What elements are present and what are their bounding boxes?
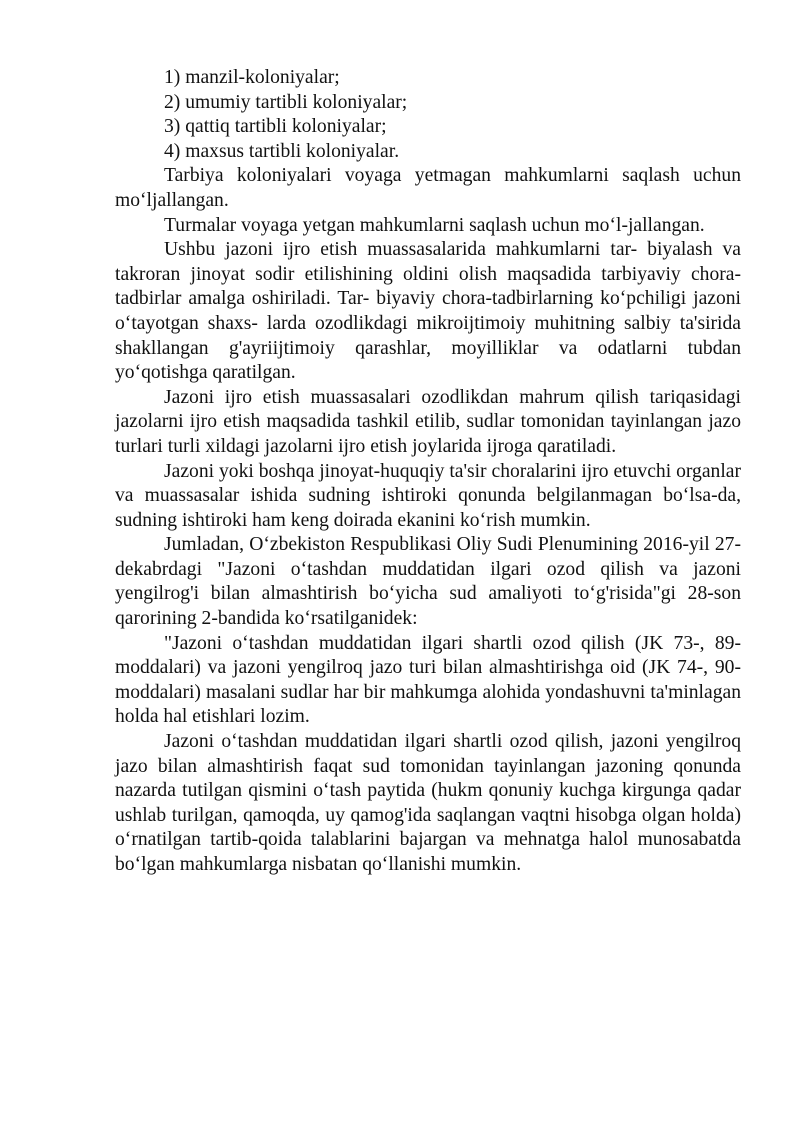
document-page (115, 66, 741, 878)
paragraph-4: Jazoni ijro etish muassasalari ozodlikdan mahrum qilish tariqasidagi jazolarni ijro etish maqsadida tashkil etilib, sudlar tomonidan tayinlangan jazo turlari turli xildagi jazolarni ijro etish joylarida ijroga qaratiladi. (115, 386, 741, 457)
paragraph-3: Ushbu jazoni ijro etish muassasalarida mahkumlarni tar- biyalash va takroran jinoyat sodir etilishining oldini olish maqsadida tarbiyaviy chora-tadbirlar amalga oshiriladi. Tar- biyaviy chora-tadbirlarning ko‘pchiligi jazoni o‘tayotgan shaxs- larda ozodlikdagi mikroijtimoiy muhitning salbiy ta'sirida shakllangan g'ayriijtimoiy qarashlar, moyilliklar va odatlarni tubdan yo‘qotishga qaratilgan. (115, 239, 741, 384)
list-item-4: 4) maxsus tartibli koloniyalar. (164, 140, 400, 162)
paragraph-6: Jumladan, O‘zbekiston Respublikasi Oliy Sudi Plenumining 2016-yil 27-dekabrdagi "Jazoni o‘tashdan muddatidan ilgari ozod qilish va jazoni yengilrog'i bilan almashtirish bo‘yicha sud amaliyoti to‘g'risida"gi 28-son qarorining 2-bandida ko‘rsatilganidek: (115, 534, 741, 630)
paragraph-7: "Jazoni o‘tashdan muddatidan ilgari shartli ozod qilish (JK 73-, 89-moddalari) va jazoni yengilroq jazo turi bilan almashtirishga oid (JK 74-, 90-moddalari) masalani sudlar har bir mahkumga alohida yondashuvni ta'minlagan holda hal etishlari lozim. (115, 632, 741, 728)
paragraph-8: Jazoni o‘tashdan muddatidan ilgari shartli ozod qilish, jazoni yengilroq jazo bilan almashtirish faqat sud tomonidan tayinlangan jazoning qonunda nazarda tutilgan qismini o‘tash paytida (hukm qonuniy kuchga kirgunga qadar ushlab turilgan, qamoqda, uy qamog'ida saqlangan vaqtni hisobga olgan holda) o‘rnatilgan tartib-qoida talablarini bajargan va mehnatga halol munosabatda bo‘lgan mahkumlarga nisbatan qo‘llanishi mumkin. (115, 731, 741, 875)
list-item-1: 1) manzil-koloniyalar; (164, 67, 340, 88)
list-item-2: 2) umumiy tartibli koloniyalar; (164, 91, 408, 113)
paragraph-1: Tarbiya koloniyalari voyaga yetmagan mahkumlarni saqlash uchun mo‘ljallangan. (115, 165, 741, 211)
paragraph-5: Jazoni yoki boshqa jinoyat-huquqiy ta'sir choralarini ijro etuvchi organlar va muassasalar ishida sudning ishtiroki qonunda belgilanmagan bo‘lsa-da, sudning ishtiroki ham keng doirada ekanini ko‘rish mumkin. (115, 460, 741, 531)
list-item-3: 3) qattiq tartibli koloniyalar; (164, 116, 387, 138)
paragraph-2: Turmalar voyaga yetgan mahkumlarni saqlash uchun mo‘l-jallangan. (164, 214, 705, 236)
